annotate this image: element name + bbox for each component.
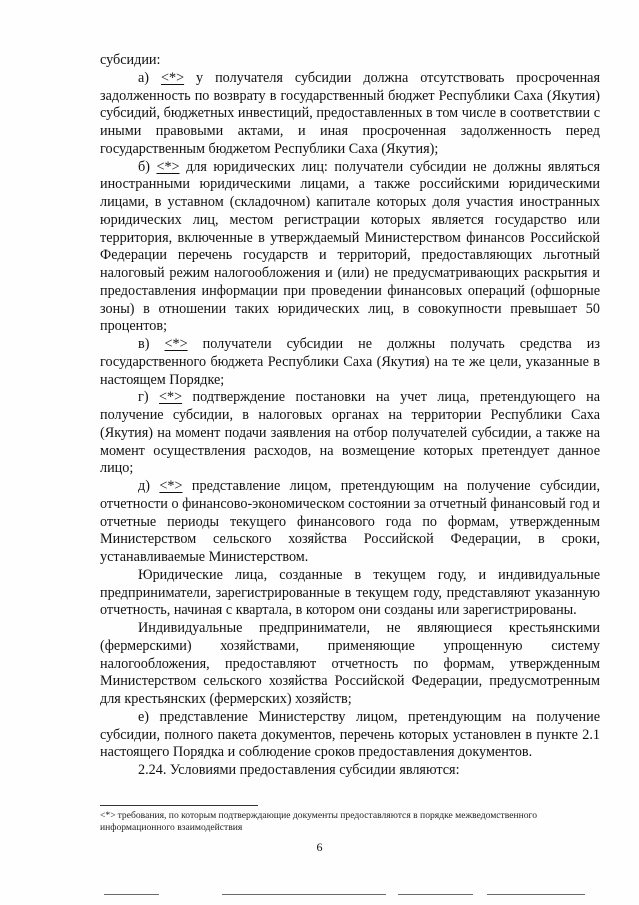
paragraph-text: получатели субсидии не должны получать средства из государственного бюджета Республики Саха (Якутия) на те же цели, указанные в настоящем Порядке;: [100, 336, 600, 388]
paragraph-text: Юридические лица, созданные в текущем году, и индивидуальные предприниматели, зарегистрированные в текущем году, представляют указанную отчетность, начиная с квартала, в котором они созданы или зарегистрированы.: [100, 566, 600, 619]
paragraph-text: у получателя субсидии должна отсутствовать просроченная задолженность по возврату в государственный бюджет Республики Саха (Якутия) субсидий, бюджетных инвестиций, предоставленных в том числе в соответствии с иными правовыми актами, и иная просроченная задолженность перед государственным бюджетом Республики Саха (Якутия);: [100, 69, 600, 157]
paragraph-item-d: [100, 478, 600, 567]
page-number: 6: [316, 840, 323, 854]
scan-edge-line: [398, 894, 473, 895]
footnote-mark: <*>: [100, 810, 116, 821]
scan-edge-line: [487, 894, 585, 895]
item-letter: г): [138, 389, 159, 406]
item-letter: д): [138, 478, 160, 494]
item-letter: б): [138, 158, 157, 175]
paragraph-text: е) представление Министерству лицом, претендующим на получение субсидии, полного пакета документов, перечень которых установлен в пункте 2.1 настоящего Порядка и соблюдение сроков предоставления документов.: [100, 708, 600, 761]
paragraph-text: подтверждение постановки на учет лица, претендующего на получение субсидии, в налоговых органах на территории Республики Саха (Якутия) на момент подачи заявления на отбор получателей субсидии, а также на момент осуществления расходов, на возмещение которых претендует данное лицо;: [100, 389, 601, 477]
paragraph-item-a: [100, 70, 600, 159]
paragraph-section-2-24: [100, 762, 600, 780]
item-letter: в): [138, 336, 165, 352]
paragraph-item-g: [100, 389, 600, 478]
paragraph-text: представление лицом, претендующим на получение субсидии, отчетности о финансово-экономическом состоянии за отчетный финансовый год и отчетные периоды текущего финансового года по формам, утвержденным Министерством сельского хозяйства Российской Федерации, в сроки, устанавливаемые Министерством.: [100, 478, 600, 565]
footnote-text: требования, по которым подтверждающие документы предоставляются в порядке межведомственного информационного взаимодействия: [100, 810, 538, 833]
paragraph-item-e: [100, 709, 600, 762]
footnote-reference: <*>: [156, 158, 180, 175]
paragraph-text: Индивидуальные предприниматели, не являющиеся крестьянскими (фермерскими) хозяйствами, применяющие упрощенную систему налогообложения, предоставляют отчетность по формам, утвержденным Министерством сельского хозяйства Российской Федерации, предусмотренным для крестьянских (фермерских) хозяйств;: [100, 620, 600, 707]
paragraph-text: субсидии:: [100, 52, 161, 68]
paragraph-text: для юридических лиц: получатели субсидии не должны являться иностранными юридическими лицами, а также российскими юридическими лицами, в уставном (складочном) капитале которых доля участия иностранных юридических лиц, местом регистрации которых является государство или территория, включенные в утверждаемый Министерством финансов Российской Федерации перечень государств и территорий, предоставляющих льготный налоговый режим налогообложения и (или) не предусматривающих раскрытия и предоставления информации при проведении финансовых операций (офшорные зоны) в отношении таких юридических лиц, в совокупности превышает 50 процентов;: [100, 158, 600, 335]
scan-edge-line: [222, 894, 386, 895]
footnote-reference: <*>: [164, 336, 188, 352]
footnote-reference: <*>: [159, 389, 183, 406]
paragraph-intro: [100, 52, 600, 70]
paragraph-item-b: [100, 159, 600, 337]
paragraph-new-entities: [100, 567, 600, 620]
footnote: [100, 810, 600, 834]
paragraph-item-v: [100, 336, 600, 389]
scan-edge-line: [104, 894, 159, 895]
paragraph-text: 2.24. Условиями предоставления субсидии являются:: [138, 762, 460, 778]
paragraph-individual-entrepreneurs: [100, 620, 600, 709]
body-text: [100, 52, 600, 780]
footnote-divider: [100, 805, 258, 806]
footnote-reference: <*>: [159, 478, 183, 494]
item-letter: а): [138, 69, 161, 86]
footnote-reference: <*>: [160, 69, 185, 86]
